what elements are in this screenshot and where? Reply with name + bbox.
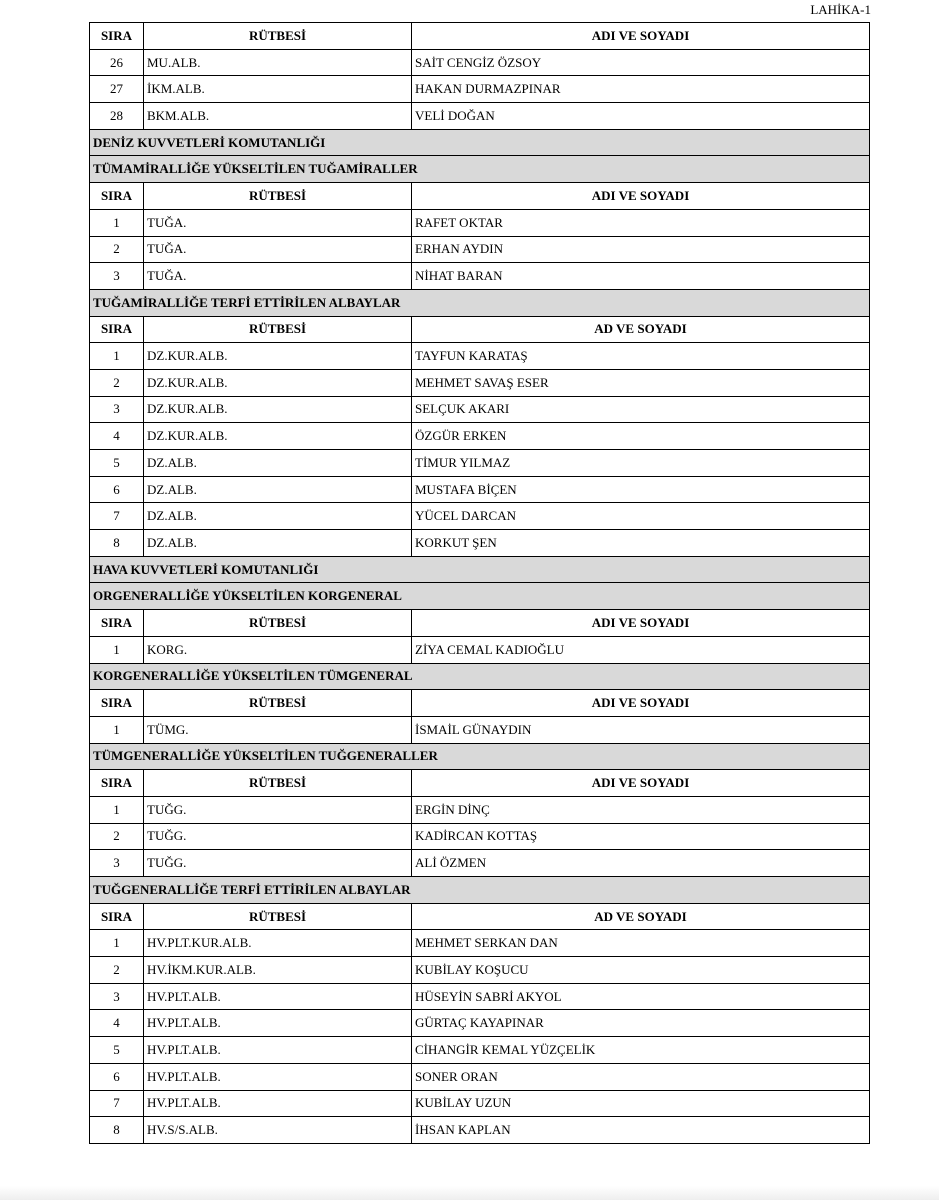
row-number: 2 bbox=[90, 957, 144, 984]
table-row bbox=[90, 343, 870, 370]
rank-cell: DZ.ALB. bbox=[144, 476, 412, 503]
name-cell: KUBİLAY UZUN bbox=[412, 1090, 870, 1117]
section-heading: KORGENERALLİĞE YÜKSELTİLEN TÜMGENERAL bbox=[90, 663, 870, 690]
rank-cell: HV.PLT.KUR.ALB. bbox=[144, 930, 412, 957]
name-cell: ERGİN DİNÇ bbox=[412, 796, 870, 823]
table-row bbox=[90, 209, 870, 236]
column-header-adi-soyadi: ADI VE SOYADI bbox=[412, 23, 870, 50]
name-cell: KUBİLAY KOŞUCU bbox=[412, 957, 870, 984]
table-row bbox=[90, 796, 870, 823]
section-heading-row bbox=[90, 156, 870, 183]
name-cell: MEHMET SAVAŞ ESER bbox=[412, 369, 870, 396]
table-row bbox=[90, 369, 870, 396]
table-row bbox=[90, 1037, 870, 1064]
row-number: 1 bbox=[90, 636, 144, 663]
rank-cell: MU.ALB. bbox=[144, 49, 412, 76]
section-heading: TUĞGENERALLİĞE TERFİ ETTİRİLEN ALBAYLAR bbox=[90, 877, 870, 904]
row-number: 1 bbox=[90, 209, 144, 236]
section-heading-row bbox=[90, 743, 870, 770]
name-cell: RAFET OKTAR bbox=[412, 209, 870, 236]
column-header-row bbox=[90, 770, 870, 797]
row-number: 6 bbox=[90, 476, 144, 503]
name-cell: SELÇUK AKARI bbox=[412, 396, 870, 423]
column-header-sira: SIRA bbox=[90, 690, 144, 717]
name-cell: MUSTAFA BİÇEN bbox=[412, 476, 870, 503]
rank-cell: HV.PLT.ALB. bbox=[144, 1037, 412, 1064]
name-cell: İHSAN KAPLAN bbox=[412, 1117, 870, 1144]
rank-cell: DZ.KUR.ALB. bbox=[144, 423, 412, 450]
rank-cell: TUĞG. bbox=[144, 850, 412, 877]
column-header-sira: SIRA bbox=[90, 770, 144, 797]
rank-cell: HV.S/S.ALB. bbox=[144, 1117, 412, 1144]
table-row bbox=[90, 1090, 870, 1117]
rank-cell: DZ.ALB. bbox=[144, 450, 412, 477]
row-number: 8 bbox=[90, 530, 144, 557]
rank-cell: DZ.KUR.ALB. bbox=[144, 343, 412, 370]
row-number: 1 bbox=[90, 930, 144, 957]
column-header-row bbox=[90, 316, 870, 343]
table-row bbox=[90, 1063, 870, 1090]
column-header-rutbesi: RÜTBESİ bbox=[144, 23, 412, 50]
name-cell: KADİRCAN KOTTAŞ bbox=[412, 823, 870, 850]
row-number: 6 bbox=[90, 1063, 144, 1090]
rank-cell: TUĞA. bbox=[144, 236, 412, 263]
row-number: 28 bbox=[90, 103, 144, 130]
section-heading-row bbox=[90, 877, 870, 904]
column-header-rutbesi: RÜTBESİ bbox=[144, 610, 412, 637]
name-cell: CİHANGİR KEMAL YÜZÇELİK bbox=[412, 1037, 870, 1064]
rank-cell: DZ.KUR.ALB. bbox=[144, 396, 412, 423]
promotion-list-table bbox=[89, 22, 870, 1144]
page-bottom-edge bbox=[0, 1186, 939, 1200]
row-number: 4 bbox=[90, 423, 144, 450]
rank-cell: BKM.ALB. bbox=[144, 103, 412, 130]
name-cell: TİMUR YILMAZ bbox=[412, 450, 870, 477]
table-row bbox=[90, 636, 870, 663]
row-number: 2 bbox=[90, 236, 144, 263]
column-header-rutbesi: RÜTBESİ bbox=[144, 316, 412, 343]
column-header-rutbesi: RÜTBESİ bbox=[144, 690, 412, 717]
rank-cell: DZ.ALB. bbox=[144, 503, 412, 530]
section-heading-row bbox=[90, 663, 870, 690]
column-header-row bbox=[90, 183, 870, 210]
column-header-adi-soyadi: AD VE SOYADI bbox=[412, 316, 870, 343]
name-cell: TAYFUN KARATAŞ bbox=[412, 343, 870, 370]
row-number: 3 bbox=[90, 850, 144, 877]
section-heading: DENİZ KUVVETLERİ KOMUTANLIĞI bbox=[90, 129, 870, 156]
row-number: 26 bbox=[90, 49, 144, 76]
rank-cell: KORG. bbox=[144, 636, 412, 663]
column-header-rutbesi: RÜTBESİ bbox=[144, 770, 412, 797]
name-cell: GÜRTAÇ KAYAPINAR bbox=[412, 1010, 870, 1037]
column-header-sira: SIRA bbox=[90, 183, 144, 210]
rank-cell: HV.PLT.ALB. bbox=[144, 1090, 412, 1117]
table-row bbox=[90, 1010, 870, 1037]
rank-cell: TUĞA. bbox=[144, 263, 412, 290]
section-heading-row bbox=[90, 583, 870, 610]
column-header-row bbox=[90, 23, 870, 50]
table-row bbox=[90, 49, 870, 76]
name-cell: ERHAN AYDIN bbox=[412, 236, 870, 263]
name-cell: ALİ ÖZMEN bbox=[412, 850, 870, 877]
table-row bbox=[90, 476, 870, 503]
rank-cell: HV.PLT.ALB. bbox=[144, 1010, 412, 1037]
column-header-adi-soyadi: AD VE SOYADI bbox=[412, 903, 870, 930]
section-heading: TÜMAMİRALLİĞE YÜKSELTİLEN TUĞAMİRALLER bbox=[90, 156, 870, 183]
table-row bbox=[90, 503, 870, 530]
column-header-rutbesi: RÜTBESİ bbox=[144, 903, 412, 930]
rank-cell: DZ.ALB. bbox=[144, 530, 412, 557]
column-header-adi-soyadi: ADI VE SOYADI bbox=[412, 183, 870, 210]
column-header-row bbox=[90, 690, 870, 717]
row-number: 2 bbox=[90, 823, 144, 850]
section-heading-row bbox=[90, 129, 870, 156]
rank-cell: TÜMG. bbox=[144, 716, 412, 743]
table-row bbox=[90, 236, 870, 263]
name-cell: SONER ORAN bbox=[412, 1063, 870, 1090]
section-heading-row bbox=[90, 556, 870, 583]
section-heading: ORGENERALLİĞE YÜKSELTİLEN KORGENERAL bbox=[90, 583, 870, 610]
column-header-sira: SIRA bbox=[90, 316, 144, 343]
name-cell: VELİ DOĞAN bbox=[412, 103, 870, 130]
name-cell: İSMAİL GÜNAYDIN bbox=[412, 716, 870, 743]
row-number: 1 bbox=[90, 343, 144, 370]
table-row bbox=[90, 450, 870, 477]
table-row bbox=[90, 423, 870, 450]
row-number: 3 bbox=[90, 983, 144, 1010]
column-header-sira: SIRA bbox=[90, 903, 144, 930]
rank-cell: DZ.KUR.ALB. bbox=[144, 369, 412, 396]
table-row bbox=[90, 1117, 870, 1144]
name-cell: ÖZGÜR ERKEN bbox=[412, 423, 870, 450]
column-header-adi-soyadi: ADI VE SOYADI bbox=[412, 610, 870, 637]
table-row bbox=[90, 850, 870, 877]
row-number: 1 bbox=[90, 716, 144, 743]
rank-cell: İKM.ALB. bbox=[144, 76, 412, 103]
column-header-adi-soyadi: ADI VE SOYADI bbox=[412, 770, 870, 797]
table-row bbox=[90, 263, 870, 290]
row-number: 7 bbox=[90, 503, 144, 530]
name-cell: HAKAN DURMAZPINAR bbox=[412, 76, 870, 103]
name-cell: HÜSEYİN SABRİ AKYOL bbox=[412, 983, 870, 1010]
table-body bbox=[90, 23, 870, 1144]
column-header-adi-soyadi: ADI VE SOYADI bbox=[412, 690, 870, 717]
column-header-sira: SIRA bbox=[90, 610, 144, 637]
row-number: 4 bbox=[90, 1010, 144, 1037]
rank-cell: HV.PLT.ALB. bbox=[144, 983, 412, 1010]
table-row bbox=[90, 103, 870, 130]
table-row bbox=[90, 530, 870, 557]
table-row bbox=[90, 716, 870, 743]
name-cell: KORKUT ŞEN bbox=[412, 530, 870, 557]
row-number: 3 bbox=[90, 396, 144, 423]
rank-cell: TUĞG. bbox=[144, 796, 412, 823]
section-heading-row bbox=[90, 289, 870, 316]
row-number: 1 bbox=[90, 796, 144, 823]
rank-cell: HV.İKM.KUR.ALB. bbox=[144, 957, 412, 984]
column-header-rutbesi: RÜTBESİ bbox=[144, 183, 412, 210]
table-row bbox=[90, 983, 870, 1010]
table-row bbox=[90, 930, 870, 957]
section-heading: TUĞAMİRALLİĞE TERFİ ETTİRİLEN ALBAYLAR bbox=[90, 289, 870, 316]
section-heading: HAVA KUVVETLERİ KOMUTANLIĞI bbox=[90, 556, 870, 583]
rank-cell: TUĞG. bbox=[144, 823, 412, 850]
table-row bbox=[90, 76, 870, 103]
row-number: 5 bbox=[90, 1037, 144, 1064]
section-heading: TÜMGENERALLİĞE YÜKSELTİLEN TUĞGENERALLER bbox=[90, 743, 870, 770]
name-cell: SAİT CENGİZ ÖZSOY bbox=[412, 49, 870, 76]
row-number: 8 bbox=[90, 1117, 144, 1144]
row-number: 27 bbox=[90, 76, 144, 103]
rank-cell: TUĞA. bbox=[144, 209, 412, 236]
table-row bbox=[90, 396, 870, 423]
row-number: 5 bbox=[90, 450, 144, 477]
page-label: LAHİKA-1 bbox=[810, 2, 871, 17]
table-row bbox=[90, 957, 870, 984]
row-number: 2 bbox=[90, 369, 144, 396]
column-header-row bbox=[90, 610, 870, 637]
name-cell: MEHMET SERKAN DAN bbox=[412, 930, 870, 957]
rank-cell: HV.PLT.ALB. bbox=[144, 1063, 412, 1090]
name-cell: NİHAT BARAN bbox=[412, 263, 870, 290]
name-cell: YÜCEL DARCAN bbox=[412, 503, 870, 530]
table-row bbox=[90, 823, 870, 850]
column-header-sira: SIRA bbox=[90, 23, 144, 50]
column-header-row bbox=[90, 903, 870, 930]
row-number: 7 bbox=[90, 1090, 144, 1117]
name-cell: ZİYA CEMAL KADIOĞLU bbox=[412, 636, 870, 663]
row-number: 3 bbox=[90, 263, 144, 290]
